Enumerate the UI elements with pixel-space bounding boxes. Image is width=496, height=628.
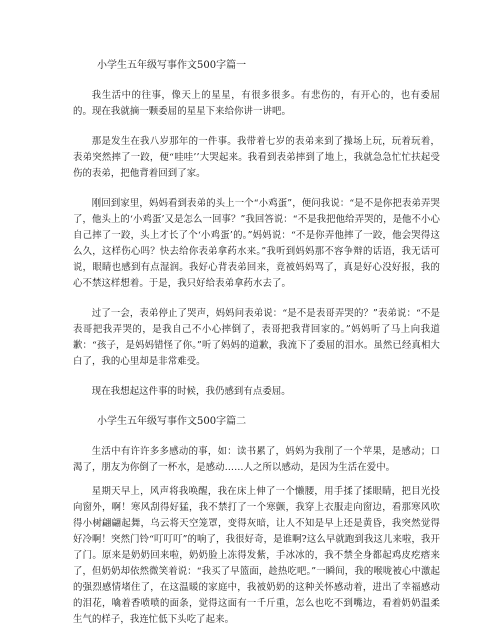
article-1-paragraph-1: 我生活中的往事，像天上的星星，有很多很多。有悲伤的，有开心的，也有委屈的。现在我就摘一颗委屈的星星下来给你讲一讲吧。 (73, 90, 440, 117)
article-1-paragraph-5: 现在我想起这件事的时候，我仍感到有点委屈。 (91, 386, 291, 397)
article-2-title: 小学生五年级写事作文500字篇二 (97, 416, 247, 427)
article-2-paragraph-1: 生活中有许许多多感动的事，如：读书累了，妈妈为我削了一个苹果，是感动；口渴了，朋友为你倒了一杯水，是感动……人之所以感动，是因为生活在爱中。 (73, 446, 440, 473)
article-1-paragraph-3: 刚回到家里，妈妈看到表弟的头上一个“小鸡蛋”，便问我说：“是不是你把表弟弄哭了，他头上的‘小鸡蛋’又是怎么一回事？”我回答说：“不是我把他给弄哭的，是他不小心自己摔了一跤，头上才长了个‘小鸡蛋’的。”妈妈说：“不是你弄他摔了一跤，他会哭得这么久，这样伤心吗？快去给你表弟拿药水来。”我听到妈妈那不容争辩的话语，我无话可说，眼睛也感到有点湿润。我好心背表弟回来，竟被妈妈骂了，真是好心没好报，我的心不禁这样想着。于是，我只好给表弟拿药水去了。 (73, 198, 440, 289)
article-1-paragraph-2: 那是发生在我八岁那年的一件事。我带着七岁的表弟来到了操场上玩，玩着玩着，表弟突然摔了一跤，便“哇哇’’大哭起来。我看到表弟摔到了地上，我就急急忙忙扶起受伤的表弟，把他背着回到了家。 (73, 136, 440, 179)
article-1-title: 小学生五年级写事作文500字篇一 (97, 60, 247, 71)
article-1-paragraph-4: 过了一会，表弟停止了哭声，妈妈问表弟说：“是不是表哥弄哭的？”表弟说：“不是表哥把我弄哭的，是我自己不小心摔倒了，表哥把我背回家的。”妈妈听了马上向我道歉：“孩子，是妈妈错怪了你。”听了妈妈的道歉，我流下了委屈的泪水。虽然已经真相大白了，我的心里却是非常难受。 (73, 308, 440, 367)
article-2-paragraph-2: 星期天早上，风声将我唤醒，我在床上伸了一个懒腰，用手揉了揉眼睛，把目光投向窗外，啊！寒风刮得好猛，我不禁打了一个寒颤，我穿上衣服走向窗边，看那寒风吹得小树翩翩起舞，乌云将天空笼罩，变得灰暗，让人不知是早上还是黄昏，我突然觉得好冷啊！突然门铃“叮叮叮”的响了，我很好奇，是谁啊?这么早就跑到我这儿来啦，我开了门。原来是奶奶回来啦，奶奶脸上冻得发紫，手冰冰的，我不禁全身都起鸡皮疙瘩来了，但奶奶却依然微笑着说：“我买了早篮面，趁热吃吧。”一瞬间，我的喉咙被心中激起的强烈感情堵住了，在这温暖的家庭中，我被奶奶的这种关怀感动着，进出了幸福感动的泪花，噙着香喷喷的面条，觉得这面有一千斤重，怎么也吃不到嘴边，看着奶奶温柔生气的样子，我连忙低下头吃了起来。 (73, 486, 440, 625)
